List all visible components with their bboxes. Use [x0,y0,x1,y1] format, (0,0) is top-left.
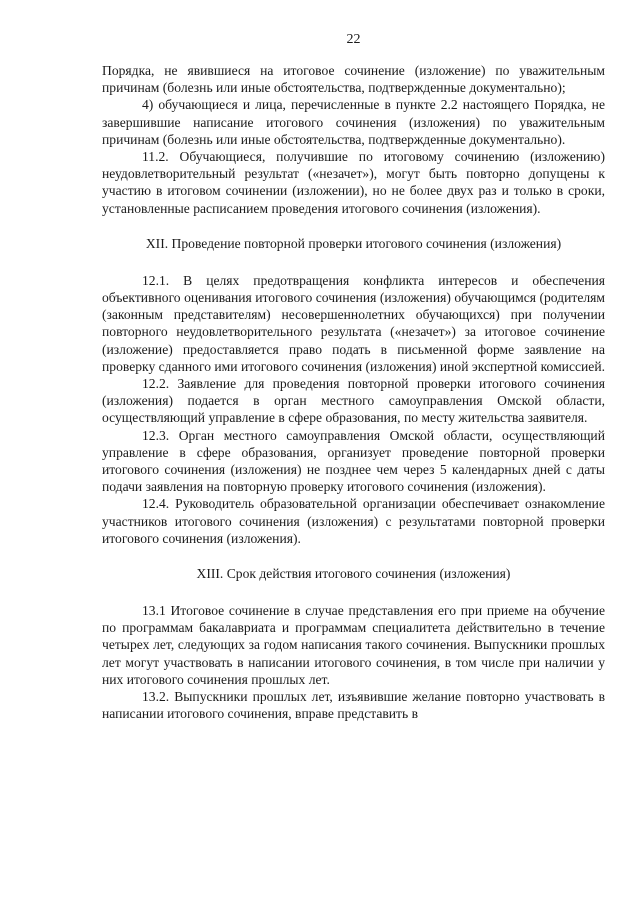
paragraph-12-2: 12.2. Заявление для проведения повторной проверки итогового сочинения (изложения) подается в орган местного самоуправления Омской области, осуществляющий управление в сфере образования, по месту жительства заявителя. [102,376,605,426]
page-number: 22 [346,32,361,47]
paragraph-12-4: 12.4. Руководитель образовательной организации обеспечивает ознакомление участников итогового сочинения (изложения) с результатами повторной проверки итогового сочинения (изложения). [102,496,605,546]
paragraph-item-4: 4) обучающиеся и лица, перечисленные в пункте 2.2 настоящего Порядка, не завершившие написание итогового сочинения (изложения) по уважительным причинам (болезнь или иные обстоятельства, подтвержденные документально). [102,97,605,147]
section-heading-xii: XII. Проведение повторной проверки итогового сочинения (изложения) [145,235,562,251]
spacer [102,547,605,565]
spacer [102,582,605,602]
paragraph-12-3: 12.3. Орган местного самоуправления Омской области, осуществляющий управление в сфере образования, организует проведение повторной проверки итогового сочинения (изложения) не позднее чем через 5 календарных дней с даты подачи заявления на повторную проверку итогового сочинения (изложения). [102,427,605,495]
paragraph-13-2: 13.2. Выпускники прошлых лет, изъявившие желание повторно участвовать в написании итогового сочинения, вправе представить в [102,689,605,722]
paragraph-continuation: Порядка, не явившиеся на итоговое сочинение (изложение) по уважительным причинам (болезнь или иные обстоятельства, подтвержденные документально); [102,63,605,96]
paragraph-11-2: 11.2. Обучающиеся, получившие по итоговому сочинению (изложению) неудовлетворительный результат («незачет»), могут быть повторно допущены к участию в итоговом сочинении (изложении), но не более двух раз и только в сроки, установленные расписанием проведения итогового сочинения (изложения). [102,149,605,216]
document-page [102,32,605,723]
spacer [102,252,605,272]
paragraph-12-1: 12.1. В целях предотвращения конфликта интересов и обеспечения объективного оценивания итогового сочинения (изложения) обучающимся (родителям (законным представителям) несовершеннолетних обучающихся) при получении повторного неудовлетворительного результата («незачет») за итоговое сочинение (изложение) предоставляется право подать в письменной форме заявление на проверку сданного ими итогового сочинения (изложения) иной экспертной комиссией. [102,272,606,374]
section-heading-xiii: XIII. Срок действия итогового сочинения (изложения) [196,566,511,582]
paragraph-13-1: 13.1 Итоговое сочинение в случае представления его при приеме на обучение по программам бакалавриата и программам специалитета действительно в течение четырех лет, следующих за годом написания такого сочинения. Выпускники прошлых лет могут участвовать в написании итогового сочинения, в том числе при наличии у них итогового сочинения прошлых лет. [102,603,605,687]
spacer [102,217,605,235]
